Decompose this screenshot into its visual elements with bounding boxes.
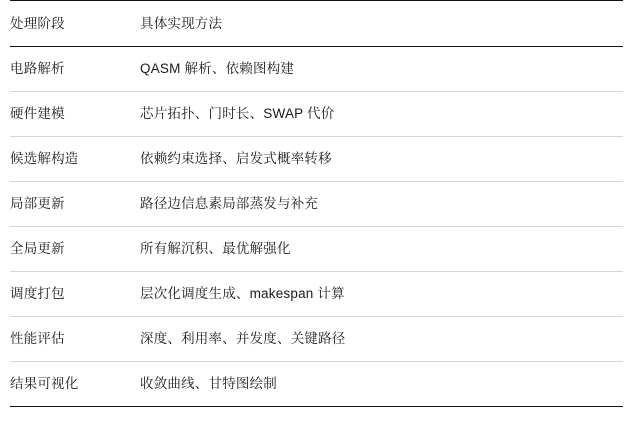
- implementation-stages-table: [10, 0, 623, 407]
- cell-stage: 候选解构造: [10, 137, 140, 182]
- cell-method: 芯片拓扑、门时长、SWAP 代价: [140, 92, 623, 137]
- column-header-stage: 处理阶段: [10, 1, 140, 47]
- table-row: [10, 317, 623, 362]
- table-row: [10, 47, 623, 92]
- table-body: [10, 47, 623, 407]
- cell-method: 收敛曲线、甘特图绘制: [140, 362, 623, 407]
- cell-method: 依赖约束选择、启发式概率转移: [140, 137, 623, 182]
- table-row: [10, 92, 623, 137]
- cell-method: QASM 解析、依赖图构建: [140, 47, 623, 92]
- column-header-method: 具体实现方法: [140, 1, 623, 47]
- cell-method: 层次化调度生成、makespan 计算: [140, 272, 623, 317]
- table-header: [10, 1, 623, 47]
- cell-stage: 结果可视化: [10, 362, 140, 407]
- table-row: [10, 272, 623, 317]
- cell-method: 所有解沉积、最优解强化: [140, 227, 623, 272]
- table-header-row: [10, 1, 623, 47]
- cell-method: 深度、利用率、并发度、关键路径: [140, 317, 623, 362]
- table-row: [10, 362, 623, 407]
- cell-method: 路径边信息素局部蒸发与补充: [140, 182, 623, 227]
- cell-stage: 调度打包: [10, 272, 140, 317]
- table-row: [10, 182, 623, 227]
- cell-stage: 性能评估: [10, 317, 140, 362]
- cell-stage: 局部更新: [10, 182, 140, 227]
- cell-stage: 全局更新: [10, 227, 140, 272]
- cell-stage: 硬件建模: [10, 92, 140, 137]
- cell-stage: 电路解析: [10, 47, 140, 92]
- table-row: [10, 137, 623, 182]
- table-row: [10, 227, 623, 272]
